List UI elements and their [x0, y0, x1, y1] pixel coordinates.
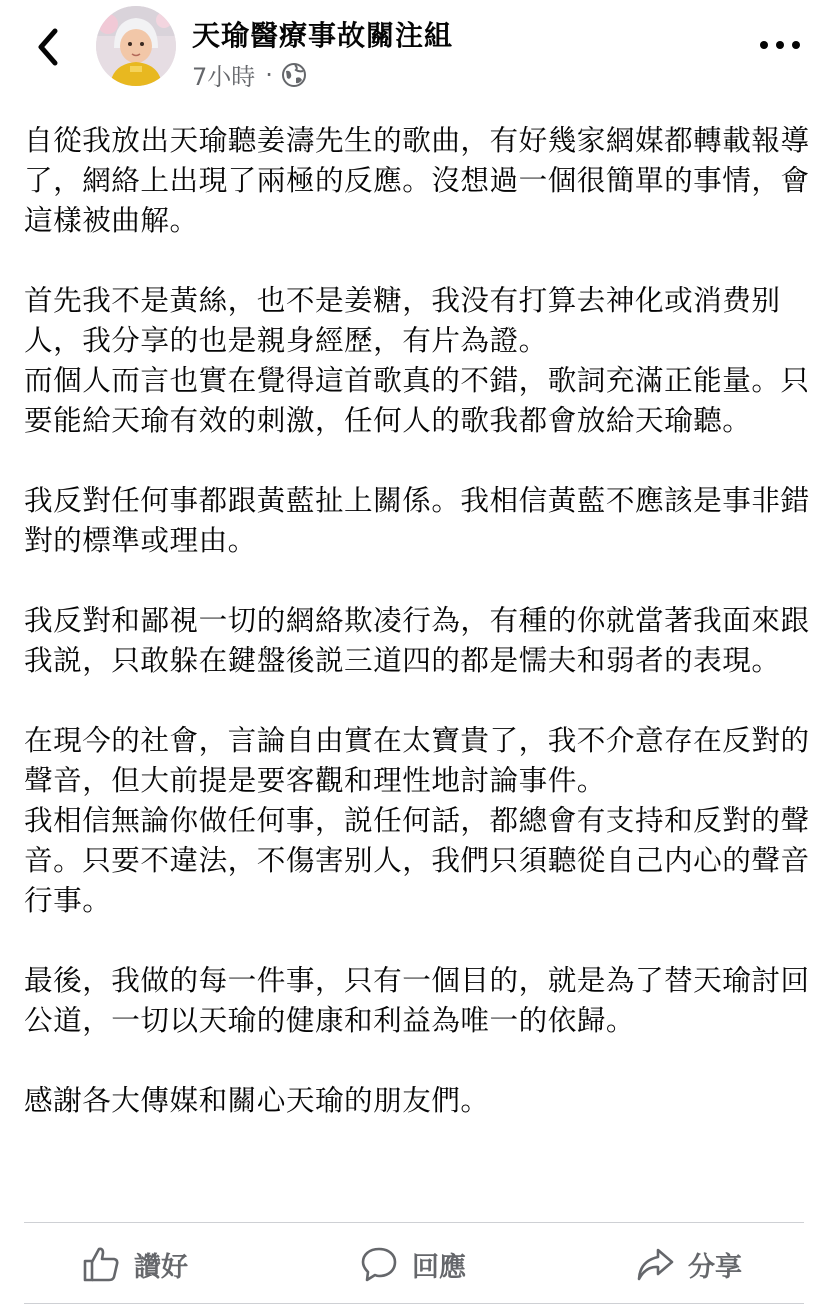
post-paragraph: 在現今的社會，言論自由實在太寶貴了，我不介意存在反對的聲音，但大前提是要客觀和理性地討論事件。 我相信無論你做任何事，説任何話，都總會有支持和反對的聲音。只要不違法，不傷害别人，我們只須聽從自己内心的聲音行事。	[24, 723, 810, 917]
back-button[interactable]	[26, 22, 70, 72]
chevron-left-icon	[35, 27, 61, 67]
post-paragraph: 自從我放出天瑜聽姜濤先生的歌曲，有好幾家網媒都轉載報導了，網絡上出現了兩極的反應。沒想過一個很簡單的事情，會這樣被曲解。	[24, 123, 810, 237]
like-label: 讚好	[134, 1251, 188, 1283]
share-icon	[636, 1245, 674, 1283]
comment-icon	[360, 1245, 398, 1283]
like-button[interactable]	[82, 1224, 188, 1304]
post-paragraph: 我反對任何事都跟黃藍扯上關係。我相信黃藍不應該是事非錯對的標準或理由。	[24, 483, 810, 557]
post-body	[24, 120, 814, 1160]
avatar[interactable]	[96, 6, 176, 86]
post-paragraph: 感謝各大傳媒和關心天瑜的朋友們。	[24, 1083, 490, 1117]
comment-button[interactable]	[360, 1224, 466, 1304]
post-paragraph: 最後，我做的每一件事，只有一個目的，就是為了替天瑜討回公道，一切以天瑜的健康和利益為唯一的依歸。	[24, 963, 810, 1037]
timestamp[interactable]: 7小時	[192, 63, 256, 91]
post-meta	[192, 57, 307, 92]
divider-bottom	[24, 1303, 804, 1304]
divider-top	[24, 1222, 804, 1223]
page-name[interactable]: 天瑜醫療事故關注組	[192, 19, 454, 52]
comment-label: 回應	[412, 1251, 466, 1283]
post-header	[0, 0, 828, 95]
globe-icon	[281, 62, 307, 88]
thumbs-up-icon	[82, 1245, 120, 1283]
more-options-button[interactable]	[760, 30, 800, 60]
post-paragraph: 首先我不是黃絲，也不是姜糖，我没有打算去神化或消费别人，我分享的也是親身經歷，有片為證。 而個人而言也實在覺得這首歌真的不錯，歌詞充滿正能量。只要能給天瑜有效的刺激，任何人的歌我都會放給天瑜聽。	[24, 283, 810, 437]
meta-separator: ·	[265, 60, 273, 89]
action-bar	[24, 1224, 804, 1304]
baby-photo	[96, 6, 176, 86]
post-paragraph: 我反對和鄙視一切的網絡欺凌行為，有種的你就當著我面來跟我説，只敢躲在鍵盤後説三道四的都是懦夫和弱者的表現。	[24, 603, 810, 677]
more-horizontal-icon	[760, 41, 768, 49]
share-button[interactable]	[636, 1224, 742, 1304]
share-label: 分享	[688, 1251, 742, 1283]
